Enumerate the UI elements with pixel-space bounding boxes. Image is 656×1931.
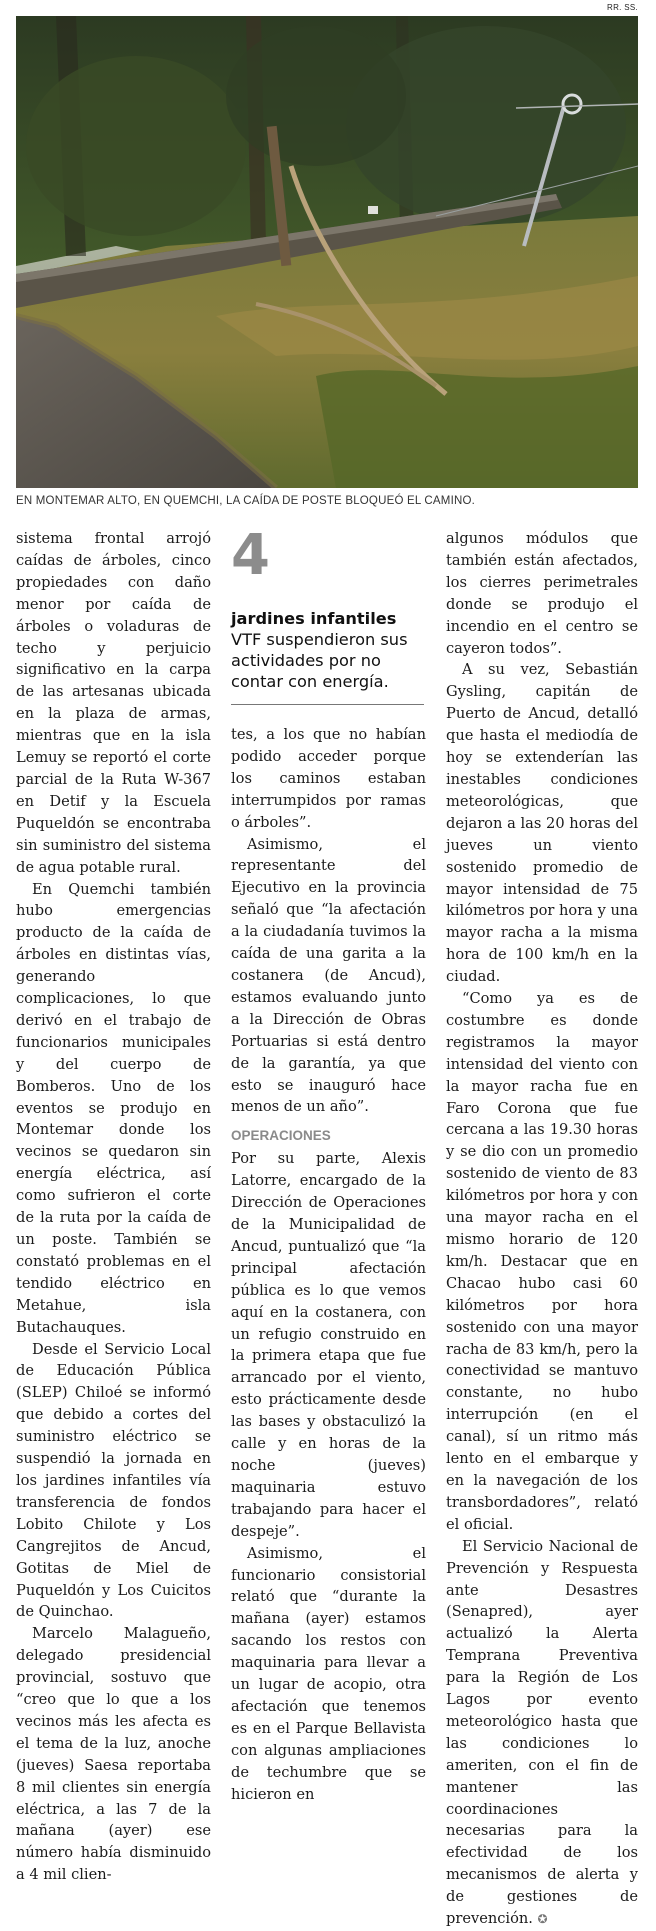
news-photo [16,16,638,488]
paragraph: algunos módulos que también están afectados, los cierres perimetrales donde se produjo el incendio en el centro se cayeron todos”. [446,530,638,657]
photo-caption: EN MONTEMAR ALTO, EN QUEMCHI, LA CAÍDA DE POSTE BLOQUEÓ EL CAMINO. [16,495,476,507]
fact-divider [231,704,424,705]
fact-box [231,523,426,692]
article-column-3 [446,528,638,1931]
fact-number: 4 [231,523,270,588]
paragraph: En Quemchi también hubo emergencias producto de la caída de árboles en distintas vías, generando complicaciones, lo que derivó en el trabajo de funcionarios municipales y del cuerpo de Bomberos. Uno de los eventos se produjo en Montemar donde los vecinos se quedaron sin energía eléctrica, así como sufrieron el corte de la ruta por la caída de un poste. También se constató problemas en el tendido eléctrico en Metahue, isla Butachauques. [16,880,211,1336]
fact-text [231,608,426,692]
paragraph: Marcelo Malagueño, delegado presidencial provincial, sostuvo que “creo que lo que a los vecinos más les afecta es el tema de la luz, anoche (jueves) Saesa reportaba 8 mil clientes sin energía eléctrica, a las 7 de la mañana (ayer) ese número había disminuido a 4 mil clien- [16,1625,211,1884]
paragraph: Desde el Servicio Local de Educación Pública (SLEP) Chiloé se informó que debido a cortes del suministro eléctrico se suspendió la jornada en los jardines infantiles vía transferencia de fondos Lobito Chilote y Los Cangrejitos de Ancud, Gotitas de Miel de Puqueldón y Los Cuicitos de Quinchao. [16,1340,211,1621]
photo-credit: RR. SS. [607,3,638,12]
paragraph: A su vez, Sebastián Gysling, capitán de Puerto de Ancud, detalló que hasta el mediodía de hoy se extenderían las inestables condiciones meteorológicas, que dejaron a las 20 horas del jueves un viento sostenido promedio de mayor intensidad de 75 kilómetros por hora y una mayor racha a la misma hora de 100 km/h en la ciudad. [446,661,638,986]
article-column-1 [16,528,211,1886]
paragraph [446,1536,638,1931]
paragraph: Por su parte, Alexis Latorre, encargado de la Dirección de Operaciones de la Municipalidad de Ancud, puntualizó que “la principal afectación pública es lo que vemos aquí en la costanera, con un refugio construido en la primera etapa que fue arrancado por el viento, esto prácticamente desde las bases y obstaculizó la calle y en horas de la noche (jueves) maquinaria estuvo trabajando para hacer el despeje”. [231,1150,426,1540]
section-subhead: OPERACIONES [231,1128,331,1144]
fact-description: VTF suspendieron sus actividades por no contar con energía. [231,630,408,691]
paragraph: Asimismo, el representante del Ejecutivo en la provincia señaló que “la afectación a la ciudadanía tuvimos la caída de una garita a la costanera (de Ancud), estamos evaluando junto a la Dirección de Obras Portuarias si está dentro de la garantía, ya que esto se inauguró hace menos de un año”. [231,835,426,1116]
article-column-2 [231,724,426,1806]
end-of-article-icon: ✪ [537,1912,548,1927]
paragraph: tes, a los que no habían podido acceder porque los caminos estaban interrumpidos por ramas o árboles”. [231,726,426,831]
fact-highlight: jardines infantiles [231,609,397,628]
fallen-pole-photo [16,16,638,488]
paragraph-text: El Servicio Nacional de Prevención y Respuesta ante Desastres (Senapred), ayer actualizó la Alerta Temprana Preventiva para la Región de Los Lagos por evento meteorológico hasta que las condiciones lo ameriten, con el fin de mantener las coordinaciones necesarias para la efectividad de los mecanismos de alerta y de gestiones de prevención. [446,1537,638,1928]
paragraph: sistema frontal arrojó caídas de árboles, cinco propiedades con daño menor por caída de árboles o voladuras de techo y perjuicio significativo en la carpa de las artesanas ubicada en la plaza de armas, mientras que en la isla Lemuy se reportó el corte parcial de la Ruta W-367 en Detif y la Escuela Puqueldón se encontraba sin suministro del sistema de agua potable rural. [16,530,211,876]
paragraph: Asimismo, el funcionario consistorial relató que “durante la mañana (ayer) estamos sacando los restos con maquinaria para llevar a un lugar de acopio, otra afectación que tenemos es en el Parque Bellavista con algunas ampliaciones de techumbre que se hicieron en [231,1544,426,1803]
paragraph: “Como ya es de costumbre es donde registramos la mayor intensidad del viento con la mayor racha fue en Faro Corona que fue cercana a las 19.30 horas y se dio con un promedio sostenido de viento de 83 kilómetros por hora y con una mayor racha en el mismo horario de 120 km/h. Destacar que en Chacao hubo casi 60 kilómetros por hora sostenido con una mayor racha de 83 km/h, pero la conectividad se mantuvo constante, no hubo interrupción (en el canal), sí un ritmo más lento en el embarque y en la navegación de los transbordadores”, relató el oficial. [446,990,638,1533]
